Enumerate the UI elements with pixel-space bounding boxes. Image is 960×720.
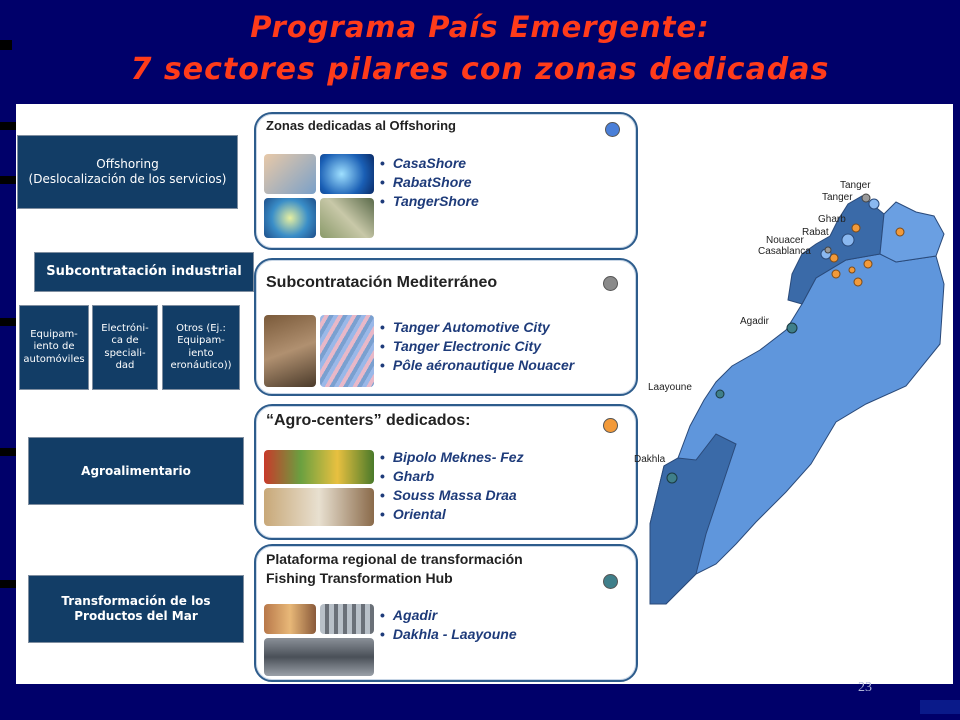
- list-item: • Dakhla - Laayoune: [380, 625, 517, 644]
- list-item: • Agadir: [380, 606, 517, 625]
- sector-agroalimentario-label: Agroalimentario: [81, 463, 191, 478]
- sector-offshoring-label: Offshoring (Deslocalización de los servicios): [28, 157, 227, 186]
- list-item: • RabatShore: [380, 173, 479, 192]
- morocco-map: [16, 104, 953, 684]
- list-item: • Tanger Automotive City: [380, 318, 574, 337]
- sector-subcontratacion-label: Subcontratación industrial: [46, 263, 242, 279]
- map-region-east: [880, 202, 944, 262]
- list-item: • Pôle aéronautique Nouacer: [380, 356, 574, 375]
- map-label-dakhla: Dakhla: [634, 454, 666, 465]
- list-item: • Tanger Electronic City: [380, 337, 574, 356]
- decor-stripe: [0, 580, 16, 588]
- slide-title-line2: 7 sectores pilares con zonas dedicadas: [130, 52, 830, 87]
- map-label-agadir: Agadir: [740, 316, 769, 327]
- decor-stripe: [920, 700, 960, 714]
- map-label-tanger: Tanger: [840, 180, 871, 191]
- map-label-nouacer: Nouacer: [766, 235, 804, 246]
- panel-offshoring-title: Zonas dedicadas al Offshoring: [266, 118, 456, 133]
- map-label-gharb: Gharb: [818, 214, 846, 225]
- list-item: • Souss Massa Draa: [380, 486, 524, 505]
- slide-title-line1: Programa País Emergente:: [250, 10, 710, 44]
- page-number: 23: [858, 680, 872, 695]
- panel-agro-title: “Agro-centers” dedicados:: [266, 412, 471, 429]
- list-item: • Bipolo Meknes- Fez: [380, 448, 524, 467]
- decor-stripe: [0, 122, 16, 130]
- panel-fishing-title: Plataforma regional de transformación Fishing Transformation Hub: [266, 551, 523, 586]
- sector-productos-mar-label: Transformación de los Productos del Mar: [61, 594, 211, 623]
- list-item: • TangerShore: [380, 192, 479, 211]
- map-label-tanger: Tanger: [822, 192, 853, 203]
- map-label-rabat: Rabat: [802, 227, 829, 238]
- subsector-electronica-label: Electróni- ca de speciali- dad: [101, 322, 149, 371]
- subsector-automoviles-label: Equipam- iento de automóviles: [23, 328, 85, 365]
- list-item: • CasaShore: [380, 154, 479, 173]
- panel-subcontratacion-title: Subcontratación Mediterráneo: [266, 274, 498, 291]
- list-item: • Oriental: [380, 505, 524, 524]
- map-label-casablanca: Casablanca: [758, 246, 811, 257]
- map-label-laayoune: Laayoune: [648, 382, 692, 393]
- subsector-otros-label: Otros (Ej.: Equipam- iento eronáutico)): [170, 322, 232, 371]
- slide-content: [16, 104, 953, 684]
- list-item: • Gharb: [380, 467, 524, 486]
- decor-stripe: [0, 318, 16, 326]
- decor-stripe: [0, 448, 16, 456]
- decor-stripe: [0, 176, 16, 184]
